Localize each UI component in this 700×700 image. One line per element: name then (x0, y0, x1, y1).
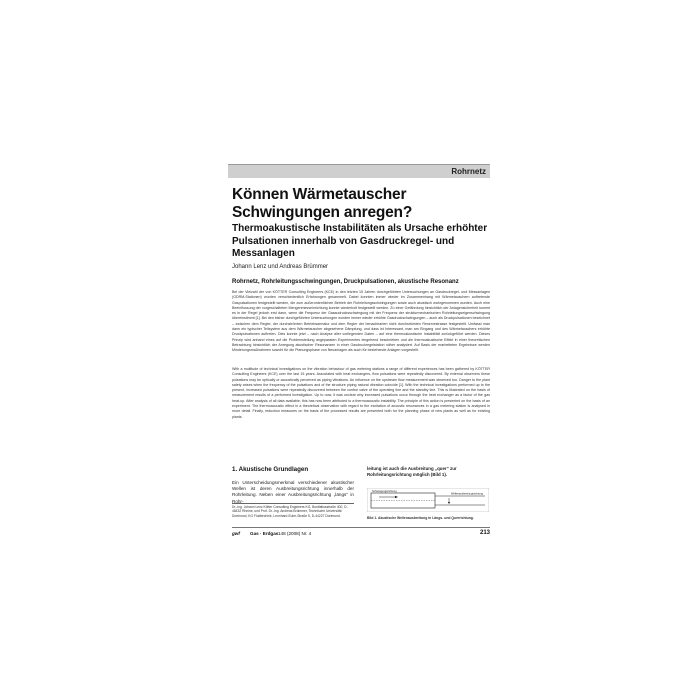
footnote-divider (232, 503, 354, 504)
article-subtitle: Thermoakustische Instabilitäten als Ursache erhöhter Pulsationen innerhalb von Gasdruckregel- und Messanlagen (232, 223, 488, 259)
author-footnote: Dr.-Ing. Johann Lenz Kötter Consulting Engineers KG, Bonifatiusstraße 400, D-48432 Rheine, und Prof. Dr.-Ing. Andreas Brümmer, Technische Universität Dortmund, KG Fluidtechnik, Leonhard-Euler-Straße 5, D-44227 Dortmund. (232, 505, 348, 518)
abstract-english: With a multitude of technical investigations on the vibration behaviour of gas metering stations a range of different experiences has been gathered by KÖTTER Consulting Engineers (KCE) over the last 15 years. Associated with heat exchangers, flow pulsations were repeatedly discovered. By external observers these pulsations may be optically or acoustically perceived as piping vibrations. An influence on the upstream flow measurement was observed too. Danger to the plant safety arises when the frequency of the pulsations and of the structure piping natural vibration coincide [1]. With the technical investigations performed up to the present, increased pulsations were repeatedly discovered between the control valve of the operating line and the standby line. This is illustrated on the basis of measurement results of a performed investigation. Up to now, it was unclear why increased pulsations occur through the heat exchanger as a factor of the gas heat-up. After analysis of all data available, this has now been attributed to a thermoacoustic instability. The principle of this action is presented on the basis of an experiment. The thermoacoustic effect in a theoretical observation with regard to the excitation of acoustic resonances in a gas metering station is analysed in more detail. Finally, reduction measures on the basis of the processed results are presented both for the planning phase of new plants as well as for existing plants. (232, 367, 490, 419)
page-footer (232, 529, 490, 538)
footer-divider (232, 527, 490, 528)
journal-name: Gas · Erdgas (250, 531, 279, 536)
figure-caption: Bild 1. Akustische Wellenausbreitung in Längs- und Querrichtung. (367, 516, 474, 520)
section-heading: 1. Akustische Grundlagen (232, 466, 309, 473)
figure-label-right: Wellenausbreitungsrichtung (451, 492, 483, 496)
article-keywords: Rohrnetz, Rohrleitungsschwingungen, Druckpulsationen, akustische Resonanz (232, 279, 459, 285)
journal-logo: gwf (232, 531, 240, 536)
page-number: 213 (479, 530, 490, 536)
section-header-band (228, 164, 490, 178)
article-title: Können Wärmetauscher Schwingungen anregen? (232, 186, 413, 221)
body-text-left: Ein Unterscheidungsmerkmal verschiedener akustischer Wellen ist deren Ausbreitungsrichtung innerhalb der Rohrleitung. Neben einer Ausbreitungsrichtung „längs“ in Rohr- (232, 480, 354, 504)
article-authors: Johann Lenz und Andreas Brümmer (232, 264, 329, 270)
abstract-german: Bei der Vielzahl der von KÖTTER Consulting Engineers (KCE) in den letzten 15 Jahren durchgeführten Untersuchungen an Gasdruckregel- und Messanlagen (GDRM-Stationen) wurden verschiedentlich Erfahrungen gesammelt. Dabei konnten immer wieder im Zusammenhang mit Wärmetauschern auftretende Gaspulsationen festgestellt werden, die zum außerordentlichen Betrieb der Rohrleitungsschwingungen sowie auch akustisch wahrgenommen wurden. Auch eine Beeinflussung der vorgeschalteten Mengenmesseinrichtung konnte wiederholt festgestellt werden. Zu einer Gefährdung hinsichtlich der Anlagensicherheit kommt es in der Regel jedoch erst dann, wenn die Frequenz der Gasaudrucksschwingung mit der Frequenz der strukturmechanischen Rohrleitungseigenschwingung übereinstimmt [1]. Bei den bisher durchgeführten Untersuchungen wurden immer wieder erhöhte Gasdruckschwingungen – auch als Druckpulsationen bezeichnet – zwischen dem Regler, der durchströmten Betriebsarmatur und dem Regler der benachbarten nicht durchströmten Reservestrasse festgestellt. Umfasst man dann ein typischer Teilsystem aus dem Wärmetauscher abgesehene Dämpfung, und dass ist Interessant, man am Eingang und des Wärmetauschers erhöhte Druckpulsationen auftreten. Dies konnte jetzt – nach Analyse aller vorliegenden Daten – auf eine thermoakustische Instabilität zurückgeführt werden. Dieses Prinzip wird anhand eines auf die Problemstellung angepassten Experimentes eingehend beschrieben und die thermoakustische Effekt in einer theoretischen Betrachtung hinsichtlich der Anregung akustischer Resonanzen in einer Gasdruckregelstation näher analysiert. Auf Basis der erarbeiteten Ergebnisse werden Minderungsmaßnahmen sowohl für die Planungsphase von Neuanlagen als auch für bestehende Anlagen vorgestellt. (232, 290, 490, 353)
wave-propagation-diagram (367, 488, 489, 512)
figure-1 (367, 488, 489, 512)
journal-issue: 148 (2008) Nr. 4 (278, 531, 312, 536)
section-label: Rohrnetz (451, 167, 486, 176)
body-text-right: leitung ist auch die Ausbreitung „quer“ zur Rohrleitungsrichtung möglich (Bild 1). (367, 466, 457, 477)
figure-label-left: Schwingungsrichtung (372, 490, 397, 493)
